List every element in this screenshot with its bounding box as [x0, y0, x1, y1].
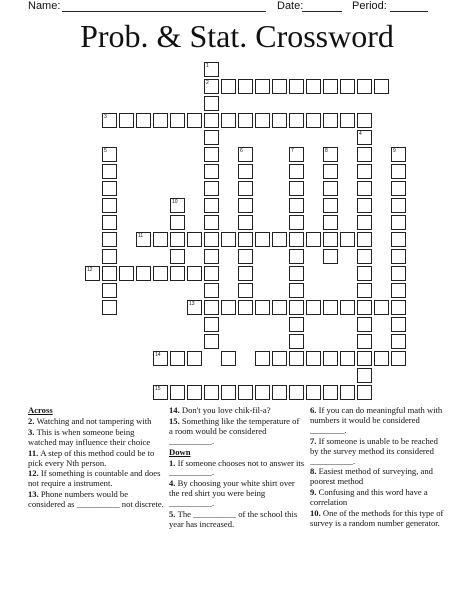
- clues-column-2: [169, 406, 305, 531]
- grid-cell[interactable]: [323, 147, 338, 162]
- grid-cell[interactable]: [136, 266, 151, 281]
- clue-number: 7.: [310, 435, 319, 446]
- clue-number: 1.: [169, 457, 178, 468]
- grid-cell[interactable]: [272, 385, 287, 400]
- clue-text: Phone numbers would be considered as __________ not discrete.: [28, 489, 164, 510]
- clue-text: If you can do meaningful math with numbers it would be considered ________.: [310, 405, 443, 435]
- grid-cell[interactable]: [357, 385, 372, 400]
- grid-cell[interactable]: [204, 113, 219, 128]
- grid-cell[interactable]: [102, 283, 117, 298]
- grid-cell[interactable]: [102, 113, 117, 128]
- grid-cell[interactable]: [357, 198, 372, 213]
- down-heading: Down: [169, 446, 191, 457]
- clue-text: Don't you love chik-fil-a?: [181, 405, 271, 415]
- grid-cell[interactable]: [204, 62, 219, 77]
- grid-cell[interactable]: [289, 198, 304, 213]
- grid-cell[interactable]: [289, 283, 304, 298]
- grid-cell[interactable]: [204, 164, 219, 179]
- grid-cell[interactable]: [102, 164, 117, 179]
- clue-number: 4.: [169, 478, 178, 489]
- grid-cell[interactable]: [340, 232, 355, 247]
- grid-cell[interactable]: [357, 334, 372, 349]
- clue-item: [28, 469, 164, 489]
- clue-item: [310, 488, 446, 508]
- grid-cell[interactable]: [323, 215, 338, 230]
- grid-cell[interactable]: [306, 300, 321, 315]
- grid-cell[interactable]: [391, 351, 406, 366]
- grid-cell[interactable]: [170, 215, 185, 230]
- grid-cell[interactable]: [272, 232, 287, 247]
- grid-cell[interactable]: [170, 385, 185, 400]
- grid-cell[interactable]: [102, 249, 117, 264]
- grid-cell[interactable]: [289, 181, 304, 196]
- grid-cell[interactable]: [255, 232, 270, 247]
- grid-cell[interactable]: [187, 113, 202, 128]
- grid-cell[interactable]: [391, 198, 406, 213]
- grid-cell[interactable]: [357, 368, 372, 383]
- clue-text: This is when someone being watched may influence their choice: [28, 426, 151, 447]
- grid-cell[interactable]: [340, 351, 355, 366]
- grid-cell[interactable]: [221, 385, 236, 400]
- grid-cell[interactable]: [102, 300, 117, 315]
- grid-cell[interactable]: [204, 334, 219, 349]
- grid-cell[interactable]: [357, 249, 372, 264]
- grid-cell[interactable]: [391, 283, 406, 298]
- grid-cell[interactable]: [153, 113, 168, 128]
- grid-cell[interactable]: [289, 232, 304, 247]
- grid-cell[interactable]: [289, 249, 304, 264]
- clue-item: [28, 490, 164, 510]
- grid-cell[interactable]: [272, 113, 287, 128]
- grid-cell[interactable]: [238, 113, 253, 128]
- grid-cell[interactable]: [255, 300, 270, 315]
- grid-cell[interactable]: [204, 96, 219, 111]
- clues-column-3: [310, 406, 446, 530]
- grid-cell[interactable]: [306, 113, 321, 128]
- clue-item: [28, 428, 164, 448]
- grid-cell[interactable]: [323, 249, 338, 264]
- grid-cell[interactable]: [238, 266, 253, 281]
- grid-cell[interactable]: [272, 351, 287, 366]
- grid-cell[interactable]: [153, 266, 168, 281]
- clue-text: The __________ of the school this year has increased.: [169, 509, 298, 529]
- grid-cell[interactable]: [323, 164, 338, 179]
- grid-cell[interactable]: [323, 232, 338, 247]
- grid-cell[interactable]: [238, 198, 253, 213]
- grid-cell[interactable]: [170, 351, 185, 366]
- grid-cell[interactable]: [170, 266, 185, 281]
- grid-cell[interactable]: [391, 164, 406, 179]
- grid-cell[interactable]: [340, 113, 355, 128]
- grid-cell[interactable]: [391, 317, 406, 332]
- grid-cell[interactable]: [289, 300, 304, 315]
- grid-cell[interactable]: [136, 232, 151, 247]
- grid-cell[interactable]: [374, 79, 389, 94]
- date-label: Date:: [277, 0, 304, 12]
- grid-cell[interactable]: [170, 232, 185, 247]
- grid-cell[interactable]: [289, 79, 304, 94]
- grid-cell[interactable]: [357, 215, 372, 230]
- grid-cell[interactable]: [187, 266, 202, 281]
- grid-cell[interactable]: [391, 232, 406, 247]
- grid-cell[interactable]: [119, 266, 134, 281]
- grid-cell[interactable]: [340, 300, 355, 315]
- grid-cell[interactable]: [204, 300, 219, 315]
- clue-number: 6: [240, 148, 243, 154]
- grid-cell[interactable]: [238, 385, 253, 400]
- clue-text: Something like the temperature of a room would be considered __________.: [169, 415, 300, 446]
- grid-cell[interactable]: [357, 130, 372, 145]
- grid-cell[interactable]: [340, 79, 355, 94]
- clue-number: 8.: [310, 466, 319, 477]
- clue-item: [169, 417, 305, 447]
- grid-cell[interactable]: [238, 181, 253, 196]
- grid-cell[interactable]: [102, 266, 117, 281]
- grid-cell[interactable]: [289, 113, 304, 128]
- grid-cell[interactable]: [323, 198, 338, 213]
- grid-cell[interactable]: [204, 266, 219, 281]
- clue-item: [28, 417, 164, 427]
- clue-number: 2.: [28, 415, 37, 426]
- grid-cell[interactable]: [323, 385, 338, 400]
- grid-cell[interactable]: [170, 249, 185, 264]
- grid-cell[interactable]: [357, 147, 372, 162]
- page-title: Prob. & Stat. Crossword: [80, 18, 394, 54]
- clue-number: 7: [291, 148, 294, 154]
- across-heading: Across: [28, 405, 53, 415]
- clue-number: 1: [206, 63, 209, 69]
- grid-cell[interactable]: [306, 351, 321, 366]
- clue-text: By choosing your white shirt over the red shirt you were being __________.: [169, 478, 295, 509]
- grid-cell[interactable]: [204, 249, 219, 264]
- grid-cell[interactable]: [357, 79, 372, 94]
- grid-cell[interactable]: [102, 181, 117, 196]
- clue-number: 13: [189, 301, 195, 307]
- clue-number: 9: [393, 148, 396, 154]
- grid-cell[interactable]: [289, 215, 304, 230]
- clue-number: 13.: [28, 489, 41, 500]
- grid-cell[interactable]: [374, 300, 389, 315]
- clue-number: 14.: [169, 405, 182, 415]
- clue-text: If someone chooses not to answer its __________.: [169, 457, 305, 478]
- grid-cell[interactable]: [289, 385, 304, 400]
- clue-number: 11.: [28, 447, 41, 458]
- grid-cell[interactable]: [204, 198, 219, 213]
- grid-cell[interactable]: [204, 147, 219, 162]
- clue-number: 3: [104, 114, 107, 120]
- grid-cell[interactable]: [255, 113, 270, 128]
- clue-number: 15: [155, 386, 161, 392]
- clue-number: 3.: [28, 426, 37, 437]
- grid-cell[interactable]: [289, 351, 304, 366]
- grid-cell[interactable]: [238, 79, 253, 94]
- grid-cell[interactable]: [204, 130, 219, 145]
- grid-cell[interactable]: [391, 266, 406, 281]
- clue-number: 11: [138, 233, 144, 239]
- grid-cell[interactable]: [255, 385, 270, 400]
- period-label: Period:: [352, 0, 387, 12]
- grid-cell[interactable]: [204, 317, 219, 332]
- grid-cell[interactable]: [102, 147, 117, 162]
- clue-number: 9.: [310, 487, 319, 498]
- grid-cell[interactable]: [357, 351, 372, 366]
- clue-text: If someone is unable to be reached by the survey method its considered __________.: [310, 435, 438, 466]
- grid-cell[interactable]: [357, 317, 372, 332]
- grid-cell[interactable]: [272, 300, 287, 315]
- grid-cell[interactable]: [204, 215, 219, 230]
- grid-cell[interactable]: [391, 147, 406, 162]
- clue-item: [169, 479, 305, 509]
- grid-cell[interactable]: [221, 351, 236, 366]
- grid-cell[interactable]: [238, 300, 253, 315]
- clue-item: [310, 509, 446, 529]
- grid-cell[interactable]: [255, 351, 270, 366]
- grid-cell[interactable]: [221, 79, 236, 94]
- clue-number: 12.: [28, 468, 41, 479]
- clue-text: Watching and not tampering with: [36, 415, 152, 426]
- grid-cell[interactable]: [323, 351, 338, 366]
- clue-item: [310, 467, 446, 487]
- clue-number: 5.: [169, 509, 178, 520]
- grid-cell[interactable]: [340, 385, 355, 400]
- grid-cell[interactable]: [204, 385, 219, 400]
- grid-cell[interactable]: [289, 266, 304, 281]
- grid-cell[interactable]: [374, 351, 389, 366]
- grid-cell[interactable]: [238, 164, 253, 179]
- clue-number: 15.: [169, 415, 182, 426]
- grid-cell[interactable]: [238, 232, 253, 247]
- grid-cell[interactable]: [391, 181, 406, 196]
- grid-cell[interactable]: [289, 334, 304, 349]
- grid-cell[interactable]: [357, 232, 372, 247]
- clue-number: 5: [104, 148, 107, 154]
- grid-cell[interactable]: [357, 283, 372, 298]
- grid-cell[interactable]: [255, 79, 270, 94]
- grid-cell[interactable]: [153, 232, 168, 247]
- name-label: Name:: [28, 0, 61, 12]
- clue-item: [310, 406, 446, 436]
- grid-cell[interactable]: [187, 351, 202, 366]
- clue-number: 14: [155, 352, 161, 358]
- grid-cell[interactable]: [238, 249, 253, 264]
- grid-cell[interactable]: [323, 113, 338, 128]
- grid-cell[interactable]: [187, 232, 202, 247]
- grid-cell[interactable]: [391, 334, 406, 349]
- grid-cell[interactable]: [391, 249, 406, 264]
- grid-cell[interactable]: [119, 113, 134, 128]
- clue-text: Easiest method of surveying, and poorest method: [310, 466, 433, 487]
- clue-item: [169, 406, 305, 416]
- clue-text: One of the methods for this type of survey is a random number generator.: [310, 508, 444, 528]
- grid-cell[interactable]: [289, 164, 304, 179]
- clue-text: If something is countable and does not require a instrument.: [28, 468, 161, 489]
- clue-text: Confusing and this word have a correlation: [310, 487, 428, 508]
- grid-cell[interactable]: [153, 385, 168, 400]
- clue-number: 6.: [310, 405, 319, 415]
- grid-cell[interactable]: [204, 283, 219, 298]
- grid-cell[interactable]: [221, 232, 236, 247]
- grid-cell[interactable]: [357, 266, 372, 281]
- clue-number: 4: [359, 131, 362, 137]
- grid-cell[interactable]: [306, 385, 321, 400]
- grid-cell[interactable]: [391, 300, 406, 315]
- grid-cell[interactable]: [85, 266, 100, 281]
- grid-cell[interactable]: [357, 113, 372, 128]
- grid-cell[interactable]: [136, 113, 151, 128]
- grid-cell[interactable]: [323, 300, 338, 315]
- grid-cell[interactable]: [289, 147, 304, 162]
- clues-column-1: [28, 406, 164, 511]
- clue-item: [169, 510, 305, 530]
- grid-cell[interactable]: [102, 215, 117, 230]
- grid-cell[interactable]: [238, 215, 253, 230]
- grid-cell[interactable]: [153, 351, 168, 366]
- grid-cell[interactable]: [170, 198, 185, 213]
- grid-cell[interactable]: [221, 300, 236, 315]
- clue-item: [169, 459, 305, 479]
- grid-cell[interactable]: [187, 385, 202, 400]
- grid-cell[interactable]: [323, 79, 338, 94]
- grid-cell[interactable]: [102, 232, 117, 247]
- grid-cell[interactable]: [272, 79, 287, 94]
- grid-cell[interactable]: [170, 113, 185, 128]
- clue-item: [28, 449, 164, 469]
- grid-cell[interactable]: [187, 300, 202, 315]
- clue-number: 2: [206, 80, 209, 86]
- grid-cell[interactable]: [204, 181, 219, 196]
- grid-cell[interactable]: [323, 181, 338, 196]
- grid-cell[interactable]: [357, 181, 372, 196]
- grid-cell[interactable]: [238, 283, 253, 298]
- grid-cell[interactable]: [238, 147, 253, 162]
- grid-cell[interactable]: [357, 164, 372, 179]
- clue-number: 10.: [310, 508, 323, 519]
- grid-cell[interactable]: [391, 215, 406, 230]
- clue-number: 12: [87, 267, 93, 273]
- grid-cell[interactable]: [289, 317, 304, 332]
- grid-cell[interactable]: [221, 113, 236, 128]
- clue-number: 8: [325, 148, 328, 154]
- grid-cell[interactable]: [357, 300, 372, 315]
- grid-cell[interactable]: [102, 198, 117, 213]
- grid-cell[interactable]: [204, 79, 219, 94]
- clue-number: 10: [172, 199, 178, 205]
- grid-cell[interactable]: [306, 79, 321, 94]
- grid-cell[interactable]: [306, 232, 321, 247]
- clue-item: [310, 437, 446, 467]
- grid-cell[interactable]: [204, 232, 219, 247]
- clue-text: A step of this method could be to pick every Nth person.: [28, 447, 155, 468]
